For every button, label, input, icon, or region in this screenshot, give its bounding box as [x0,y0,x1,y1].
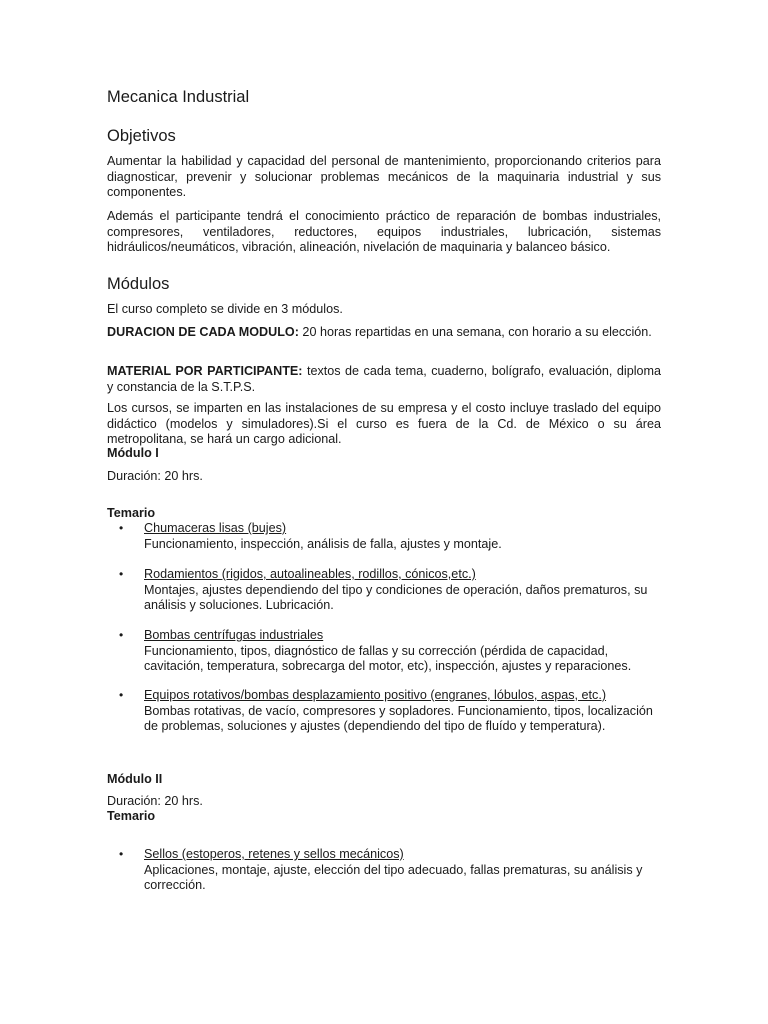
modulos-heading: Módulos [107,275,170,293]
temario-item-title: Sellos (estoperos, retenes y sellos mecánicos) [144,847,404,861]
modulo-1-heading: Módulo I [107,446,159,460]
bullet-icon: • [119,567,124,581]
objetivos-heading: Objetivos [107,127,176,145]
temario-item-desc: Funcionamiento, inspección, análisis de falla, ajustes y montaje. [144,536,502,551]
bullet-icon: • [119,521,124,535]
cursos-paragraph: Los cursos, se imparten en las instalaciones de su empresa y el costo incluye traslado del equipo didáctico (modelos y simuladores).Si el curso es fuera de la Cd. de México o su área metropolitana, se hará un cargo adicional. [107,401,661,446]
temario-item-title: Chumaceras lisas (bujes) [144,521,287,535]
modulo-2-temario: Temario [107,809,156,823]
duracion-label: DURACION DE CADA MODULO: [107,325,299,339]
duracion-paragraph [107,325,661,341]
objetivos-paragraph-2: Además el participante tendrá el conocimiento práctico de reparación de bombas industriales, compresores, ventiladores, reductores, equipos industriales, lubricación, sistemas hidráulicos/neumáticos, vibración, alineación, nivelación de maquinaria y balanceo básico. [107,209,661,254]
objetivos-paragraph-1: Aumentar la habilidad y capacidad del personal de mantenimiento, proporcionando criterios para diagnosticar, prevenir y solucionar problemas mecánicos de la maquinaria industrial y sus componentes. [107,154,661,199]
material-label: MATERIAL POR PARTICIPANTE: [107,364,303,378]
temario-item [107,567,661,614]
modulos-intro: El curso completo se divide en 3 módulos. [107,302,343,316]
temario-item [107,688,661,735]
material-paragraph [107,364,661,395]
duracion-text: 20 horas repartidas en una semana, con horario a su elección. [298,325,652,339]
material-text: textos de cada tema, cuaderno, bolígrafo, evaluación, diploma y constancia de la S.T.P.S. [107,364,661,394]
temario-item [107,628,661,675]
temario-item-desc: Funcionamiento, tipos, diagnóstico de fallas y su corrección (pérdida de capacidad, cavitación, temperatura, sobrecarga del motor, etc), inspección, ajustes y reparaciones. [144,643,632,673]
modulo-1-duracion: Duración: 20 hrs. [107,469,203,483]
temario-item-desc: Aplicaciones, montaje, ajuste, elección del tipo adecuado, fallas prematuras, su análisis y corrección. [144,862,643,892]
modulo-1-temario: Temario [107,506,156,520]
temario-item-desc: Montajes, ajustes dependiendo del tipo y condiciones de operación, daños prematuros, su análisis y soluciones. Lubricación. [144,582,648,612]
modulo-2-heading: Módulo II [107,772,163,786]
bullet-icon: • [119,628,124,642]
temario-item-desc: Bombas rotativas, de vacío, compresores y sopladores. Funcionamiento, tipos, localización de problemas, soluciones y ajustes (dependiendo del tipo de fluído y temperatura). [144,703,653,733]
temario-item [107,521,661,552]
temario-item-title: Rodamientos (rigidos, autoalineables, rodillos, cónicos,etc.) [144,567,476,581]
temario-item-title: Equipos rotativos/bombas desplazamiento positivo (engranes, lóbulos, aspas, etc.) [144,688,607,702]
bullet-icon: • [119,847,124,861]
temario-item-title: Bombas centrífugas industriales [144,628,324,642]
bullet-icon: • [119,688,124,702]
temario-item [107,847,661,894]
document-title: Mecanica Industrial [107,88,250,106]
modulo-2-duracion: Duración: 20 hrs. [107,794,203,808]
